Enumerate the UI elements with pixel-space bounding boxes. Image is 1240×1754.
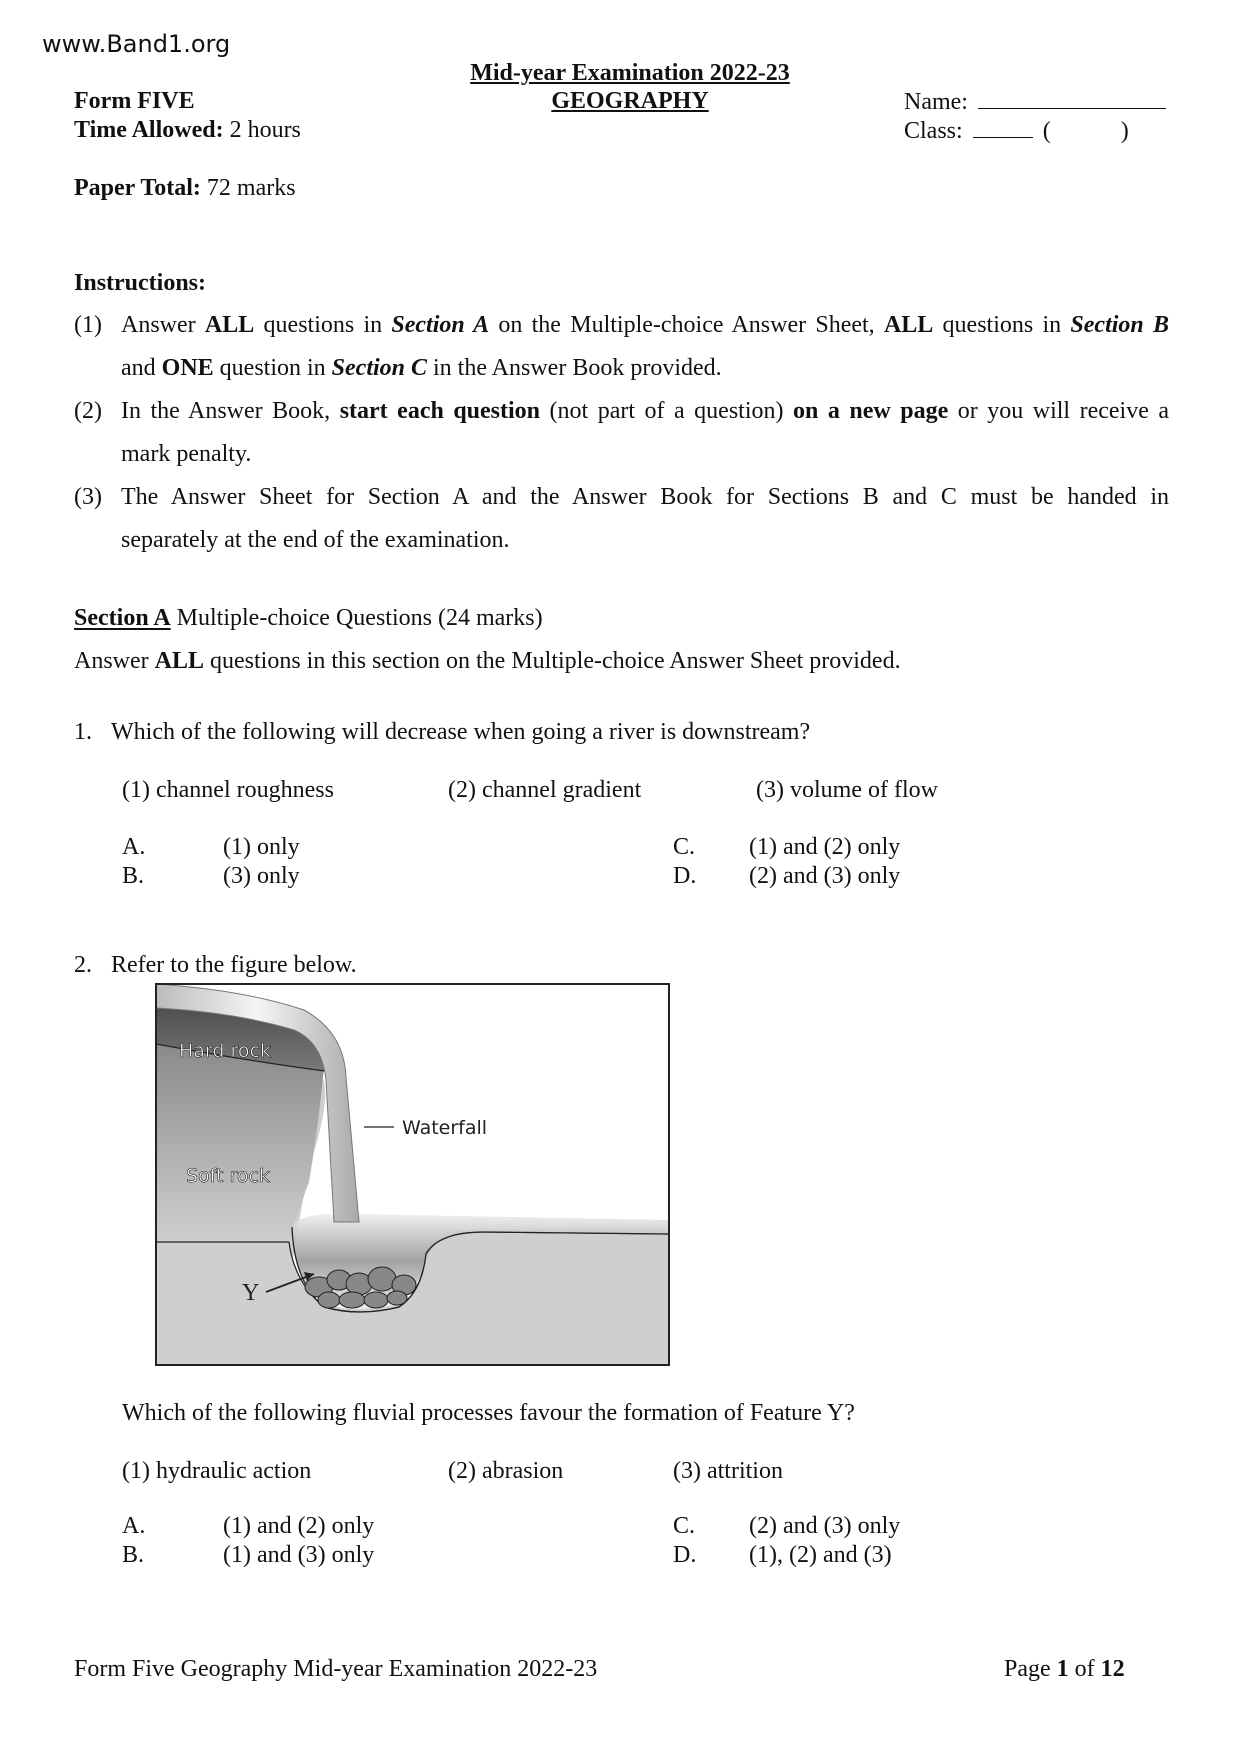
- time-label: Time Allowed:: [74, 117, 224, 143]
- time-allowed: [74, 117, 301, 144]
- subject-title: GEOGRAPHY: [551, 88, 709, 114]
- q1-statement: (2) channel gradient: [448, 777, 642, 803]
- name-label: Name:: [904, 89, 968, 115]
- q2-option-c-letter[interactable]: C.: [673, 1513, 696, 1539]
- question-1-text: Which of the following will decrease when going a river is downstream?: [111, 719, 811, 745]
- q1-option-c-text[interactable]: (1) and (2) only: [749, 834, 901, 860]
- q2-statement: (1) hydraulic action: [122, 1458, 312, 1484]
- instruction-number: (1): [74, 312, 102, 338]
- section-a-subtitle: Multiple-choice Questions (24 marks): [170, 605, 543, 631]
- feature-y-label: Y: [242, 1280, 260, 1306]
- q2-option-d-text[interactable]: (1), (2) and (3): [749, 1542, 892, 1568]
- paper-total: [74, 175, 296, 202]
- q2-option-b-text[interactable]: (1) and (3) only: [223, 1542, 375, 1568]
- q1-statement: (3) volume of flow: [756, 777, 938, 803]
- class-label: Class:: [904, 118, 963, 144]
- class-number-bracket[interactable]: ( ): [1042, 118, 1129, 144]
- q1-option-a-text[interactable]: (1) only: [223, 834, 300, 860]
- waterfall-label: Waterfall: [402, 1117, 488, 1139]
- q1-option-d-letter[interactable]: D.: [673, 863, 697, 889]
- q1-option-b-letter[interactable]: B.: [122, 863, 145, 889]
- watermark: www.Band1.org: [42, 30, 231, 58]
- question-2-prompt: Which of the following fluvial processes favour the formation of Feature Y?: [122, 1400, 855, 1426]
- instruction-text: separately at the end of the examination.: [121, 527, 510, 553]
- instruction-number: (3): [74, 484, 102, 510]
- q2-statement: (3) attrition: [673, 1458, 783, 1484]
- class-blank[interactable]: [973, 117, 1033, 138]
- question-1-number: 1.: [74, 719, 92, 745]
- total-label: Paper Total:: [74, 175, 201, 201]
- hard-rock-label: Hard rock: [179, 1040, 271, 1062]
- instruction-number: (2): [74, 398, 102, 424]
- question-2-text: Refer to the figure below.: [111, 952, 357, 978]
- class-field: [904, 117, 1129, 145]
- section-a-title: Section A: [74, 605, 171, 631]
- q1-option-c-letter[interactable]: C.: [673, 834, 696, 860]
- page-number: Page 1 of 12: [1004, 1656, 1125, 1682]
- q1-option-d-text[interactable]: (2) and (3) only: [749, 863, 901, 889]
- time-value: 2 hours: [229, 117, 301, 143]
- waterfall-diagram: [154, 982, 679, 1367]
- q2-statement: (2) abrasion: [448, 1458, 564, 1484]
- name-blank[interactable]: [978, 88, 1166, 109]
- question-2-number: 2.: [74, 952, 92, 978]
- waterfall-figure: [154, 982, 679, 1367]
- instruction-text: Answer ALL questions in Section A on the Multiple-choice Answer Sheet, ALL questions in Section B: [121, 312, 1170, 338]
- exam-title: Mid-year Examination 2022-23: [470, 60, 790, 86]
- q1-option-b-text[interactable]: (3) only: [223, 863, 300, 889]
- q2-option-d-letter[interactable]: D.: [673, 1542, 697, 1568]
- section-a-instruction: Answer ALL questions in this section on the Multiple-choice Answer Sheet provided.: [74, 648, 901, 674]
- form-level: Form FIVE: [74, 88, 195, 114]
- name-field: [904, 88, 1166, 116]
- q1-option-a-letter[interactable]: A.: [122, 834, 146, 860]
- instruction-text: and ONE question in Section C in the Answer Book provided.: [121, 355, 722, 381]
- instruction-text: In the Answer Book, start each question (not part of a question) on a new page or you will receive a: [121, 398, 1170, 424]
- q2-option-a-text[interactable]: (1) and (2) only: [223, 1513, 375, 1539]
- soft-rock-label: Soft rock: [186, 1165, 270, 1187]
- q2-option-c-text[interactable]: (2) and (3) only: [749, 1513, 901, 1539]
- q2-option-a-letter[interactable]: A.: [122, 1513, 146, 1539]
- q2-option-b-letter[interactable]: B.: [122, 1542, 145, 1568]
- q1-statement: (1) channel roughness: [122, 777, 334, 803]
- total-value: 72 marks: [206, 175, 296, 201]
- instructions-heading: Instructions:: [74, 270, 207, 296]
- section-a-heading: [74, 605, 543, 632]
- instruction-text: The Answer Sheet for Section A and the Answer Book for Sections B and C must be handed in: [121, 484, 1169, 510]
- footer-title: Form Five Geography Mid-year Examination 2022-23: [74, 1656, 598, 1682]
- instruction-text: mark penalty.: [121, 441, 252, 467]
